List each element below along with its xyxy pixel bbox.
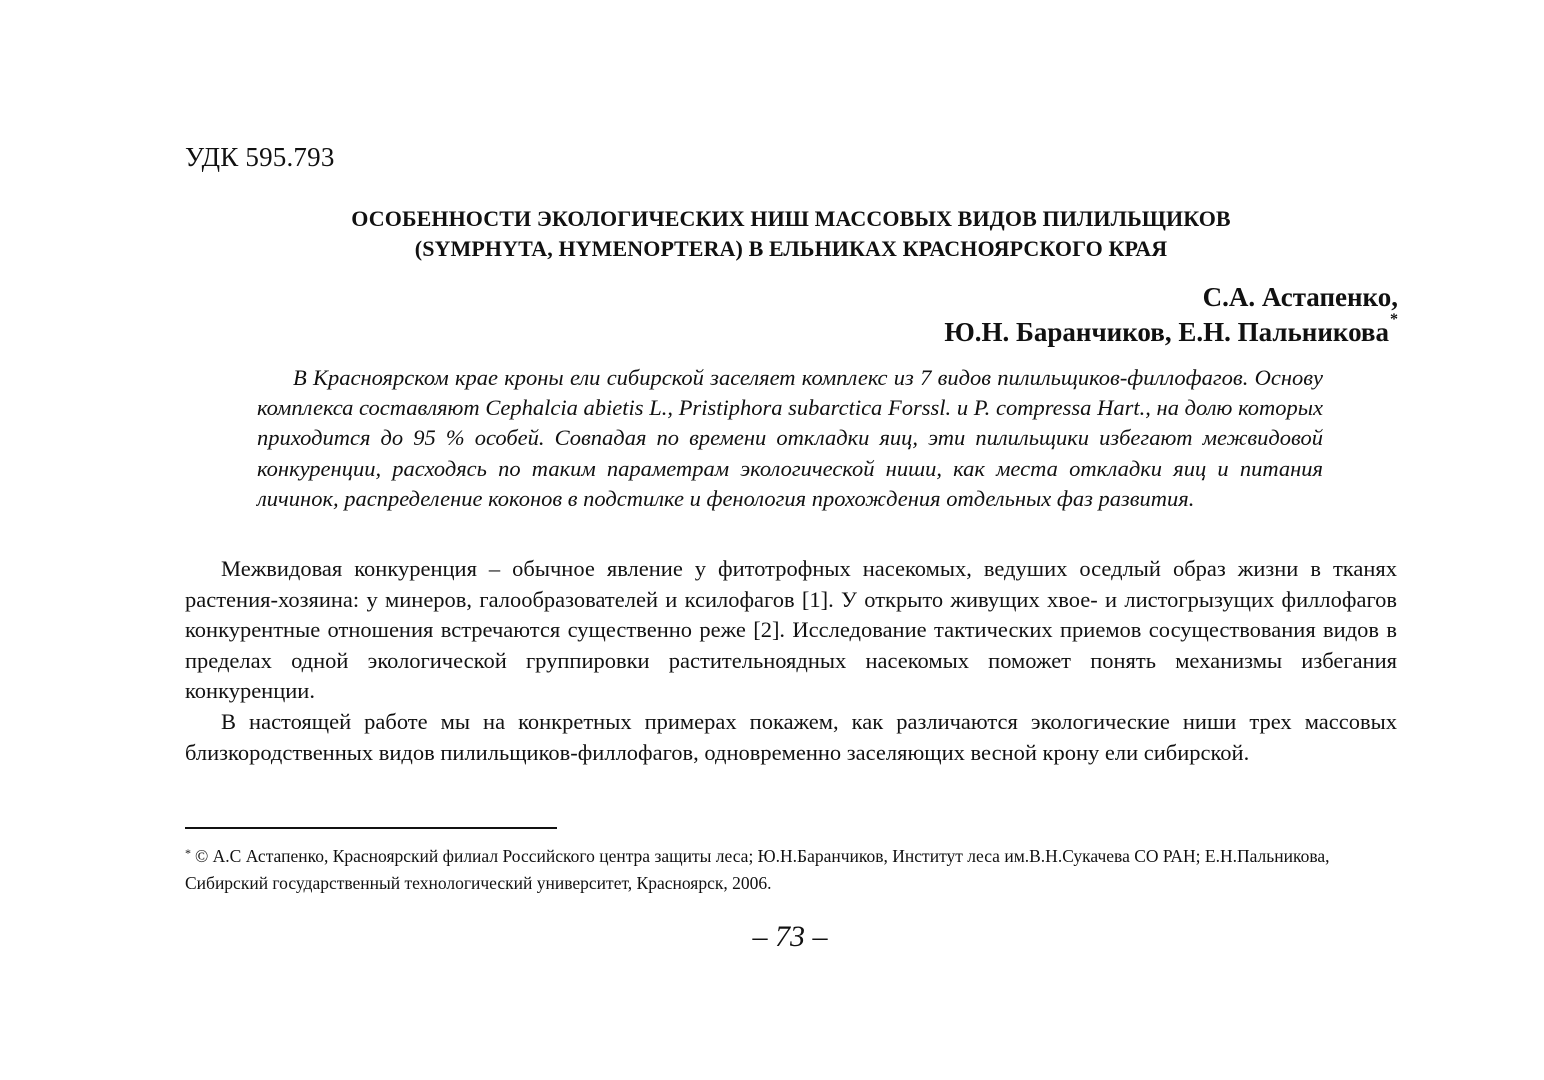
abstract-text: В Красноярском крае кроны ели сибирской заселяет комплекс из 7 видов пилильщиков-филлофагов. Основу комплекса составляют Cephalcia abietis L., Pristiphora subarctica Forssl. и P. compressa Hart., на долю которых приходится до 95 % особей. Совпадая по времени откладки яиц, эти пилильщики избегают межвидовой конкуренции, расходясь по таким параметрам экологической ниши, как места откладки яиц и питания личинок, распределение коконов в подстилке и фенология прохождения отдельных фаз развития. <box>257 365 1323 511</box>
footnote-mark: * <box>185 846 191 860</box>
body-paragraph-1: Межвидовая конкуренция – обычное явление у фитотрофных насекомых, ведуших оседлый образ жизни в тканях растения-хозяина: у минеров, галообразователей и ксилофагов [1]. У открыто живущих хвое- и листогрызущих филлофагов конкурентные отношения встречаются существенно реже [2]. Исследование тактических приемов сосуществования видов в пределах одной экологической группировки растительноядных насекомых поможет понять механизмы избегания конкуренции. <box>185 556 1397 704</box>
page-number: – 73 – <box>752 920 828 953</box>
footnote-text: © А.С Астапенко, Красноярский филиал Российского центра защиты леса; Ю.Н.Баранчиков, Институт леса им.В.Н.Сукачева СО РАН; Е.Н.Пальникова, Сибирский государственный технологический университет, Красноярск, 2006. <box>185 846 1330 893</box>
author-footnote-mark: * <box>1390 311 1398 328</box>
udk-code: УДК 595.793 <box>185 142 335 172</box>
body-paragraph-2: В настоящей работе мы на конкретных примерах покажем, как различаются экологические ниши трех массовых близкородственных видов пилильщиков-филлофагов, одновременно заселяющих весной крону ели сибирской. <box>185 708 1397 765</box>
authors-names: Ю.Н. Баранчиков, Е.Н. Пальникова <box>944 317 1389 347</box>
authors-line-2 <box>944 311 1398 348</box>
footnote <box>185 843 1375 897</box>
article-title-line-2: (SYMPHYTA, HYMENOPTERA) В ЕЛЬНИКАХ КРАСНОЯРСКОГО КРАЯ <box>414 236 1168 261</box>
article-title-line-1: ОСОБЕННОСТИ ЭКОЛОГИЧЕСКИХ НИШ МАССОВЫХ ВИДОВ ПИЛИЛЬЩИКОВ <box>351 206 1231 231</box>
authors-line-1: С.А. Астапенко, <box>1202 282 1398 312</box>
abstract <box>257 363 1323 514</box>
footnote-separator <box>185 827 557 829</box>
main-text <box>185 554 1397 768</box>
